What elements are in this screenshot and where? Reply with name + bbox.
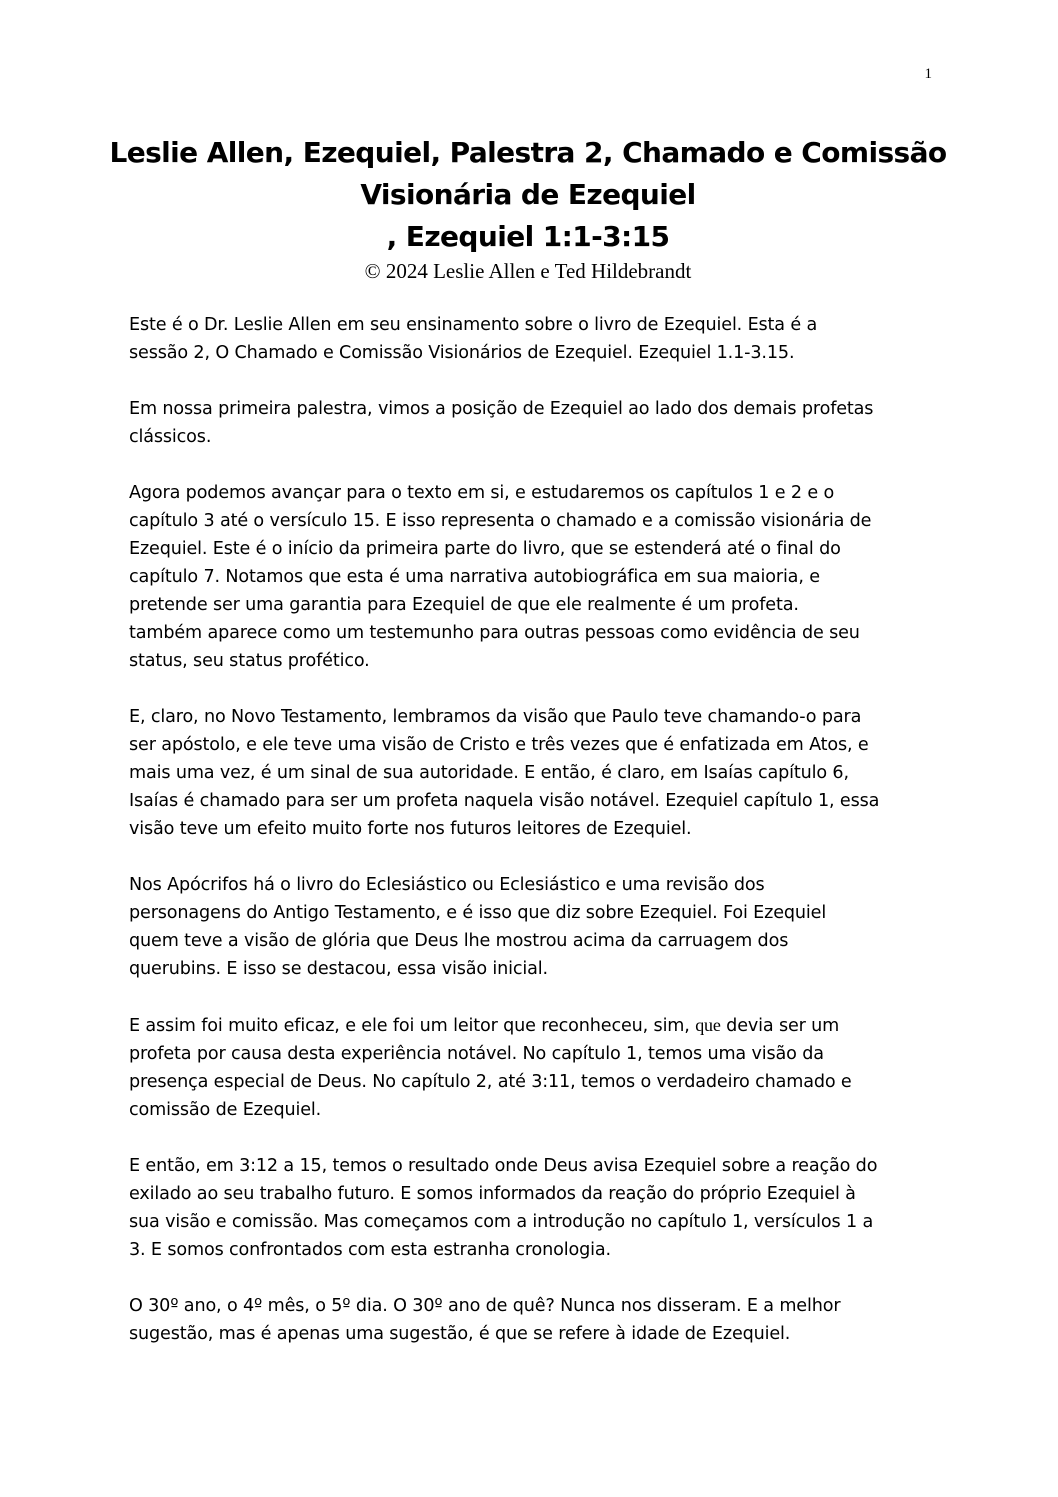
text-line: pretende ser uma garantia para Ezequiel de que ele realmente é um profeta.	[129, 595, 799, 615]
text-segment: E assim foi muito eficaz, e ele foi um leitor que reconheceu, sim,	[129, 1016, 696, 1036]
text-line: Isaías é chamado para ser um profeta naquela visão notável. Ezequiel capítulo 1, essa	[129, 791, 880, 811]
text-line: Em nossa primeira palestra, vimos a posição de Ezequiel ao lado dos demais profetas	[129, 399, 874, 419]
text-line: Agora podemos avançar para o texto em si, e estudaremos os capítulos 1 e 2 e o	[129, 483, 835, 503]
text-segment: devia ser um	[720, 1016, 840, 1036]
text-line: Nos Apócrifos há o livro do Eclesiástico ou Eclesiástico e uma revisão dos	[129, 875, 765, 895]
document-body	[129, 311, 939, 1376]
text-line: comissão de Ezequiel.	[129, 1100, 322, 1120]
paragraph-apocrypha	[129, 871, 939, 983]
text-line: Este é o Dr. Leslie Allen em seu ensinamento sobre o livro de Ezequiel. Esta é a	[129, 315, 818, 335]
text-line: sugestão, mas é apenas uma sugestão, é que se refere à idade de Ezequiel.	[129, 1324, 791, 1344]
title-line: , Ezequiel 1:1-3:15	[386, 220, 670, 253]
text-line: sessão 2, O Chamado e Comissão Visionários de Ezequiel. Ezequiel 1.1-3.15.	[129, 343, 795, 363]
text-line: ser apóstolo, e ele teve uma visão de Cristo e três vezes que é enfatizada em Atos, e	[129, 735, 869, 755]
paragraph-text-overview	[129, 479, 939, 675]
text-line: sua visão e comissão. Mas começamos com a introdução no capítulo 1, versículos 1 a	[129, 1212, 874, 1232]
text-line: quem teve a visão de glória que Deus lhe mostrou acima da carruagem dos	[129, 931, 789, 951]
text-line: capítulo 3 até o versículo 15. E isso representa o chamado e a comissão visionária de	[129, 511, 872, 531]
paragraph-result	[129, 1152, 939, 1264]
title-line: Visionária de Ezequiel	[360, 178, 696, 211]
document-title	[80, 132, 976, 284]
text-line: E então, em 3:12 a 15, temos o resultado onde Deus avisa Ezequiel sobre a reação do	[129, 1156, 878, 1176]
text-line: presença especial de Deus. No capítulo 2, até 3:11, temos o verdadeiro chamado e	[129, 1072, 852, 1092]
text-line: querubins. E isso se destacou, essa visão inicial.	[129, 959, 548, 979]
text-line: clássicos.	[129, 427, 212, 447]
text-line: capítulo 7. Notamos que esta é uma narrativa autobiográfica em sua maioria, e	[129, 567, 820, 587]
text-line: status, seu status profético.	[129, 651, 370, 671]
text-line: mais uma vez, é um sinal de sua autoridade. E então, é claro, em Isaías capítulo 6,	[129, 763, 849, 783]
paragraph-chronology	[129, 1292, 939, 1348]
paragraph-intro	[129, 311, 939, 367]
text-line: profeta por causa desta experiência notável. No capítulo 1, temos uma visão da	[129, 1044, 824, 1064]
paragraph-new-testament	[129, 703, 939, 843]
text-line: 3. E somos confrontados com esta estranha cronologia.	[129, 1240, 611, 1260]
text-segment-serif: que	[695, 1015, 721, 1035]
text-line: O 30º ano, o 4º mês, o 5º dia. O 30º ano de quê? Nunca nos disseram. E a melhor	[129, 1296, 841, 1316]
text-line: visão teve um efeito muito forte nos futuros leitores de Ezequiel.	[129, 819, 692, 839]
title-line: Leslie Allen, Ezequiel, Palestra 2, Chamado e Comissão	[109, 136, 947, 169]
text-line: E, claro, no Novo Testamento, lembramos da visão que Paulo teve chamando-o para	[129, 707, 862, 727]
paragraph-first-lecture	[129, 395, 939, 451]
page-number: 1	[924, 66, 932, 82]
copyright-notice: © 2024 Leslie Allen e Ted Hildebrandt	[364, 259, 692, 283]
text-line: exilado ao seu trabalho futuro. E somos informados da reação do próprio Ezequiel à	[129, 1184, 856, 1204]
text-line: personagens do Antigo Testamento, e é isso que diz sobre Ezequiel. Foi Ezequiel	[129, 903, 827, 923]
text-line	[129, 1011, 939, 1040]
text-line: também aparece como um testemunho para outras pessoas como evidência de seu	[129, 623, 860, 643]
paragraph-effective	[129, 1011, 939, 1124]
text-line: Ezequiel. Este é o início da primeira parte do livro, que se estenderá até o final do	[129, 539, 841, 559]
